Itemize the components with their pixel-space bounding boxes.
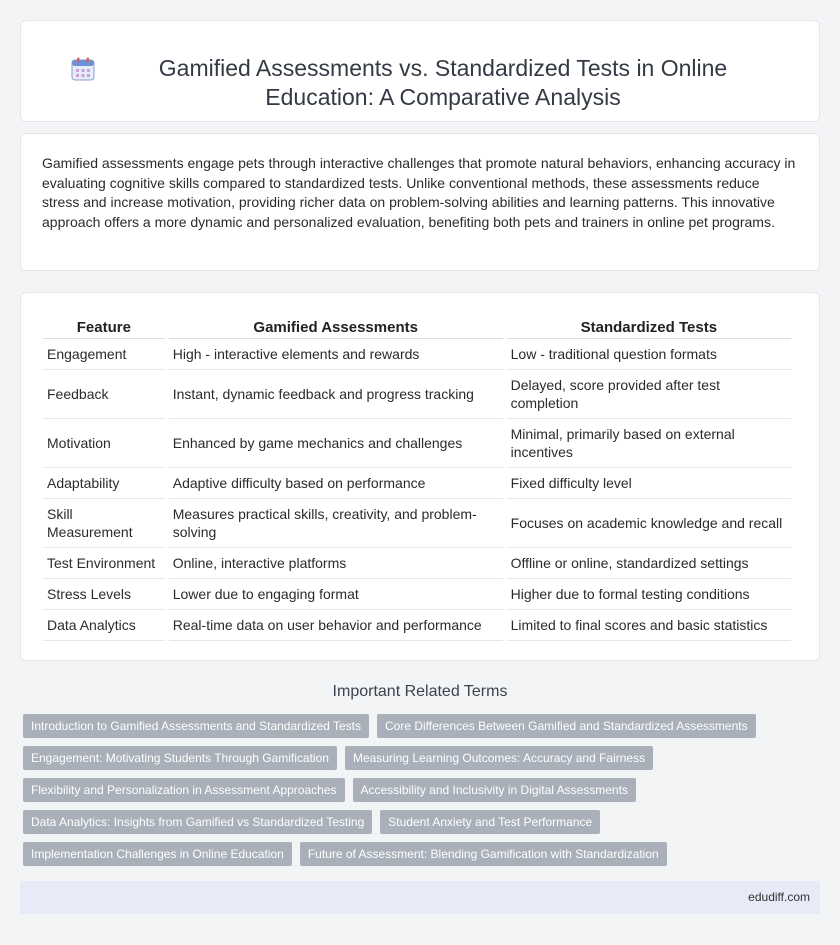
related-term-tag[interactable]: Student Anxiety and Test Performance (380, 810, 600, 834)
table-cell: Low - traditional question formats (507, 339, 791, 370)
table-cell: Online, interactive platforms (169, 548, 503, 579)
table-row (43, 548, 791, 579)
tag-row (23, 810, 823, 834)
intro-card (20, 133, 820, 271)
column-header: Standardized Tests (507, 317, 791, 339)
related-term-tag[interactable]: Measuring Learning Outcomes: Accuracy and Fairness (345, 746, 653, 770)
calendar-icon (70, 56, 96, 82)
footer (20, 881, 820, 914)
related-term-tag[interactable]: Introduction to Gamified Assessments and Standardized Tests (23, 714, 369, 738)
table-cell: Delayed, score provided after test completion (507, 370, 791, 419)
footer-site-link[interactable]: edudiff.com (748, 890, 810, 904)
related-term-tag[interactable]: Implementation Challenges in Online Education (23, 842, 292, 866)
page-title: Gamified Assessments vs. Standardized Tests in Online Education: A Comparative Analysis (158, 55, 728, 110)
table-cell: Minimal, primarily based on external incentives (507, 419, 791, 468)
table-cell: Skill Measurement (43, 499, 165, 548)
related-term-tag[interactable]: Data Analytics: Insights from Gamified vs Standardized Testing (23, 810, 372, 834)
table-row (43, 339, 791, 370)
table-row (43, 370, 791, 419)
comparison-table-card (20, 292, 820, 661)
table-cell: Real-time data on user behavior and performance (169, 610, 503, 641)
related-terms-heading: Important Related Terms (332, 683, 508, 700)
table-cell: Test Environment (43, 548, 165, 579)
related-term-tag[interactable]: Accessibility and Inclusivity in Digital Assessments (353, 778, 636, 802)
column-header: Feature (43, 317, 165, 339)
related-term-tag[interactable]: Flexibility and Personalization in Assessment Approaches (23, 778, 345, 802)
table-cell: Adaptability (43, 468, 165, 499)
related-term-tag[interactable]: Engagement: Motivating Students Through Gamification (23, 746, 337, 770)
tag-row (23, 778, 823, 802)
title-wrap (70, 30, 770, 112)
table-cell: Higher due to formal testing conditions (507, 579, 791, 610)
tag-row (23, 714, 823, 738)
title-card (20, 20, 820, 122)
intro-paragraph: Gamified assessments engage pets through interactive challenges that promote natural behaviors, enhancing accuracy in evaluating cognitive skills compared to standardized tests. Unlike conventional methods, these assessments reduce stress and increase motivation, providing richer data on problem-solving abilities and learning patterns. This innovative approach offers a more dynamic and personalized evaluation, benefiting both pets and trainers in online pet programs. (42, 155, 796, 230)
table-row (43, 419, 791, 468)
related-term-tag[interactable]: Future of Assessment: Blending Gamification with Standardization (300, 842, 667, 866)
table-cell: Stress Levels (43, 579, 165, 610)
table-cell: Lower due to engaging format (169, 579, 503, 610)
table-cell: Enhanced by game mechanics and challenges (169, 419, 503, 468)
table-row (43, 468, 791, 499)
tag-row (23, 746, 823, 770)
column-header: Gamified Assessments (169, 317, 503, 339)
table-header-row (43, 317, 791, 339)
table-cell: Feedback (43, 370, 165, 419)
table-cell: Engagement (43, 339, 165, 370)
table-cell: High - interactive elements and rewards (169, 339, 503, 370)
table-row (43, 610, 791, 641)
tag-row (23, 842, 823, 866)
table-cell: Motivation (43, 419, 165, 468)
table-cell: Offline or online, standardized settings (507, 548, 791, 579)
table-cell: Fixed difficulty level (507, 468, 791, 499)
table-cell: Instant, dynamic feedback and progress tracking (169, 370, 503, 419)
table-cell: Data Analytics (43, 610, 165, 641)
related-term-tag[interactable]: Core Differences Between Gamified and Standardized Assessments (377, 714, 756, 738)
table-cell: Measures practical skills, creativity, and problem-solving (169, 499, 503, 548)
related-terms-list (23, 714, 823, 874)
table-row (43, 499, 791, 548)
table-cell: Adaptive difficulty based on performance (169, 468, 503, 499)
comparison-table (39, 317, 795, 641)
table-cell: Focuses on academic knowledge and recall (507, 499, 791, 548)
table-row (43, 579, 791, 610)
table-cell: Limited to final scores and basic statistics (507, 610, 791, 641)
